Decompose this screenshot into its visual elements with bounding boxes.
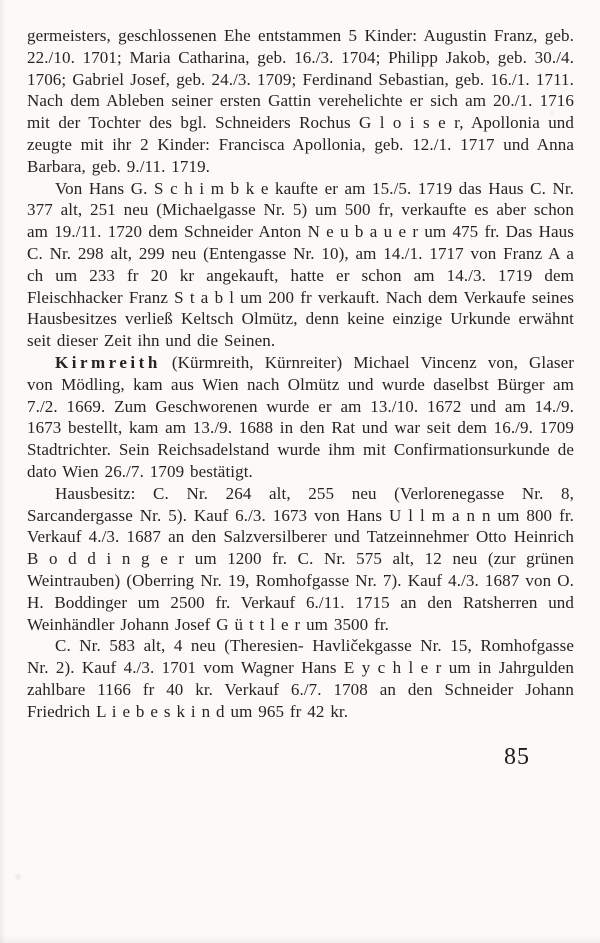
paragraph-house-583 [27,635,574,722]
paragraph-kirmreith-entry [27,352,574,483]
page-body-text [27,25,574,723]
paragraph-hausbesitz [27,483,574,636]
page-footer [27,744,574,771]
paragraph-text: germeisters, geschlossenen Ehe entstammen 5 Kinder: Augustin Franz, geb. 22./10. 1701; Maria Catharina, geb. 16./3. 1704; Philipp Jakob, geb. 30./4. 1706; Gabriel Josef, geb. 24./3. 1709; Ferdinand Sebastian, geb. 16./1. 1711. Nach dem Ableben seiner ersten Gattin verehelichte er sich am 20./1. 1716 mit der Tochter des bgl. Schneiders Rochus G l o i s e r, Apollonia und zeugte mit ihr 2 Kinder: Francisca Apollonia, geb. 12./1. 1717 und Anna Barbara, geb. 9./11. 1719. [27,26,574,176]
paragraph-continuation [27,25,574,178]
paragraph-text: Hausbesitz: C. Nr. 264 alt, 255 neu (Verlorenegasse Nr. 8, Sarcandergasse Nr. 5). Kauf 6./3. 1673 von Hans U l l m a n n um 800 fr. Verkauf 4./3. 1687 an den Salzversilberer und Tatzeinnehmer Otto Heinrich B o d d i n g e r um 1200 fr. C. Nr. 575 alt, 12 neu (zur grünen Weintrauben) (Oberring Nr. 19, Romhofgasse Nr. 7). Kauf 4./3. 1687 von O. H. Boddinger um 2500 fr. Verkauf 6./11. 1715 an den Ratsherren und Weinhändler Johann Josef G ü t t l e r um 3500 fr. [27,483,574,634]
paragraph-schimbke [27,178,574,352]
page-number: 85 [504,743,530,770]
entry-heading-kirmreith: Kirmreith [55,352,161,372]
paragraph-text: (Kürmreith, Kürnreiter) Michael Vincenz von, Glaser von Mödling, kam aus Wien nach Olmütz und wurde daselbst Bürger am 7./2. 1669. Zum Geschworenen wurde er am 13./10. 1672 und am 14./9. 1673 bestellt, kam am 13./9. 1688 in den Rat und war seit dem 16./9. 1709 Stadtrichter. Sein Reichsadelstand wurde ihm mit Confirmationsurkunde de dato Wien 26./7. 1709 bestätigt. [27,352,574,481]
paragraph-text: C. Nr. 583 alt, 4 neu (Theresien- Havličekgasse Nr. 15, Romhofgasse Nr. 2). Kauf 4./3. 1701 vom Wagner Hans E y c h l e r um in Jahrgulden zahlbare 1166 fr 40 kr. Verkauf 6./7. 1708 an den Schneider Johann Friedrich L i e b e s k i n d um 965 fr 42 kr. [27,636,574,721]
paragraph-text: Von Hans G. S c h i m b k e kaufte er am 15./5. 1719 das Haus C. Nr. 377 alt, 251 neu (Michaelgasse Nr. 5) um 500 fr, verkaufte es aber schon am 19./11. 1720 dem Schneider Anton N e u b a u e r um 475 fr. Das Haus C. Nr. 298 alt, 299 neu (Entengasse Nr. 10), am 14./1. 1717 von Franz A a ch um 233 fr 20 kr angekauft, hatte er schon am 14./3. 1719 dem Fleischhacker Franz S t a b l um 200 fr verkauft. Nach dem Verkaufe seines Hausbesitzes verließ Keltsch Olmütz, denn keine einzige Urkunde erwähnt seit dieser Zeit ihn und die Seinen. [27,178,574,351]
